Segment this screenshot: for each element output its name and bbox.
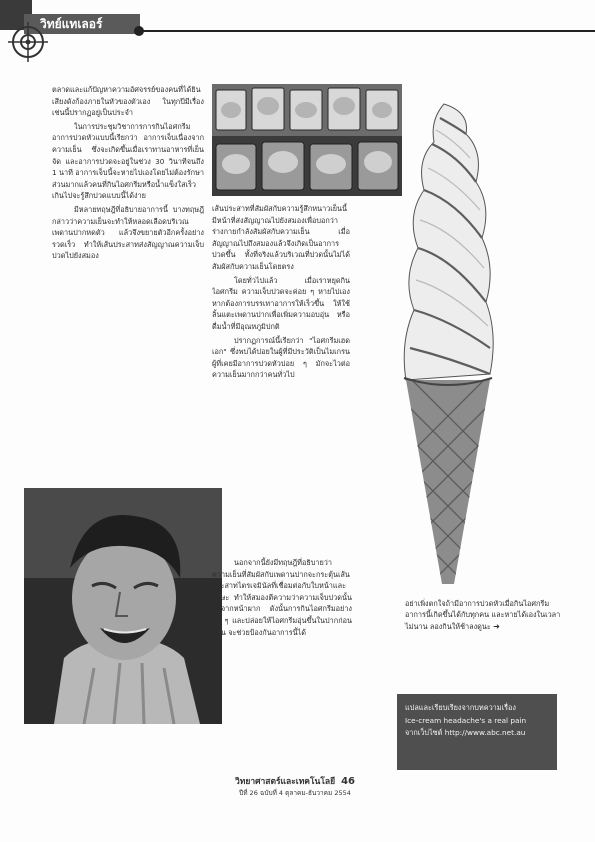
section-title: วิทย์แทเลอร์ [40, 17, 103, 31]
source-credit-box [397, 694, 557, 770]
man-grimacing-photo [24, 488, 222, 724]
footer-magazine-name: วิทยาศาสตร์และเทคโนโลยี [234, 777, 336, 787]
page-number: 46 [341, 776, 356, 787]
source-website: จากเว็บไซต์ http://www.abc.net.au [405, 728, 526, 738]
article-paragraph: ตลาดและแก้ปัญหาความอัศจรรย์ของคนที่ได้ยินเสียงดังก้องภายในหัวของตัวเอง ในทุกปีมีเรื่องเช่นนี้ปรากฏอยู่เป็นประจำ [52, 85, 204, 118]
caption-text: อย่าเพิ่งตกใจถ้ามีอาการปวดหัวเมื่อกินไอศกรีม อาการนี้เกิดขึ้นได้กับทุกคน และหายได้เองในเวลาไม่นาน ลองกินให้ช้าลงดูนะ [405, 599, 561, 631]
footer-magazine-line [200, 776, 390, 788]
article-paragraph: โดยทั่วไปแล้ว เมื่อเราหยุดกินไอศกรีม ความเจ็บปวดจะค่อย ๆ หายไปเอง หากต้องการบรรเทาอาการให้เร็วขึ้น ให้ใช้ลิ้นแตะเพดานปากเพื่อเพิ่มความอบอุ่น หรือดื่มน้ำที่มีอุณหภูมิปกติ [212, 275, 350, 331]
article-column-middle [212, 203, 350, 553]
source-article-title: Ice-cream headache's a real pain [405, 715, 527, 725]
page-footer [200, 776, 390, 799]
crosshair-logo-icon [8, 22, 48, 62]
article-column-left [52, 84, 204, 484]
footer-issue-info: ปีที่ 26 ฉบับที่ 4 ตุลาคม-ธันวาคม 2554 [239, 789, 351, 797]
article-paragraph: ปรากฏการณ์นี้เรียกว่า "ไอศกรีมเฮดเอก" ซึ่งพบได้บ่อยในผู้ที่มีประวัติเป็นไมเกรน ผู้ที่เคยมีอาการปวดหัวบ่อย ๆ มักจะไวต่อความเย็นมากกว่าคนทั่วไป [212, 335, 350, 380]
source-credit-line: แปลและเรียบเรียงจากบทความเรื่อง [405, 703, 516, 712]
header-rule [140, 30, 595, 32]
article-column-middle-lower [212, 557, 352, 769]
article-paragraph: ในการประชุมวิชาการการกินไอศกรีม อาการปวดหัวแบบนี้เรียกว่า อาการเจ็บเนื่องจากความเย็น ซึ่งจะเกิดขึ้นเมื่อเราทานอาหารที่เย็นจัด และอาการปวดจะอยู่ในช่วง 30 วินาทีจนถึง 1 นาที อาการเจ็บนี้จะหายไปเองโดยไม่ต้องรักษา ส่วนมากแล้วคนที่กินไอศกรีมหรือน้ำแข็งใสเร็วเกินไปจะรู้สึกปวดแบบนี้ได้ง่าย [52, 121, 204, 201]
article-paragraph: มีหลายทฤษฎีที่อธิบายอาการนี้ บางทฤษฎีกล่าวว่าความเย็นจะทำให้หลอดเลือดบริเวณเพดานปากหดตัว แล้วจึงขยายตัวอีกครั้งอย่างรวดเร็ว ทำให้เส้นประสาทส่งสัญญาณความเจ็บปวดไปยังสมอง [52, 204, 204, 261]
arrow-right-icon: ➜ [493, 621, 500, 631]
article-paragraph: เส้นประสาทที่สัมผัสกับความรู้สึกหนาวเย็นนี้ มีหน้าที่ส่งสัญญาณไปยังสมองเพื่อบอกว่าร่างกายกำลังสัมผัสกับความเย็น เมื่อสัญญาณไปถึงสมองแล้วจึงเกิดเป็นอาการปวดขึ้น ทั้งที่จริงแล้วบริเวณที่ปวดนั้นไม่ได้สัมผัสกับความเย็นโดยตรง [212, 204, 350, 271]
photo-caption [405, 598, 563, 632]
ice-cream-freezer-photo [212, 84, 402, 196]
article-paragraph: นอกจากนี้ยังมีทฤษฎีที่อธิบายว่า ความเย็นที่สัมผัสกับเพดานปากจะกระตุ้นเส้นประสาทไตรเจมินัลที่เชื่อมต่อกับใบหน้าและศีรษะ ทำให้สมองตีความว่าความเจ็บปวดนั้นมาจากหน้าผาก ดังนั้นการกินไอศกรีมอย่างช้า ๆ และปล่อยให้ไอศกรีมอุ่นขึ้นในปากก่อนกลืน จะช่วยป้องกันอาการนี้ได้ [212, 558, 352, 637]
soft-serve-cone-photo [400, 98, 496, 584]
